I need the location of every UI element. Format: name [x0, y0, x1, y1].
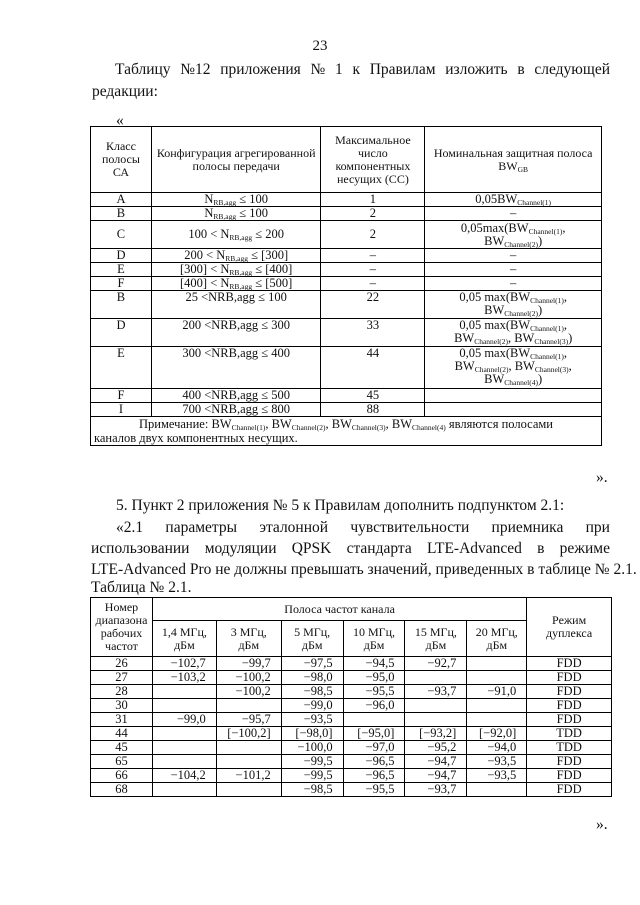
table-row: [91, 319, 602, 347]
cell-max-cc: –: [321, 249, 425, 263]
cell-sensitivity: −96,5: [343, 755, 405, 769]
cell-duplex: FDD: [527, 657, 612, 671]
table-row: [91, 769, 612, 783]
note-line-1: Примечание: $BW_{Channel(1)}$, $BW_{Channel(2)}$, $BW_{Channel(3)}$, $BW_{Channel(4)}$ являются полосами: [138, 417, 553, 432]
cell-sensitivity: −99,5: [281, 755, 343, 769]
item-2-1-word: в: [537, 540, 545, 557]
cell-config: 700 <NRB,agg ≤ 800: [151, 403, 321, 417]
cell-guard-band: $0,05BW_{Channel(1)}$: [425, 193, 602, 207]
cell-config: $200 < N_{RB,agg} \le [300]$: [151, 249, 321, 263]
cell-duplex: TDD: [527, 727, 612, 741]
intro-word: №: [310, 61, 326, 78]
cell-sensitivity: [467, 713, 527, 727]
cell-sensitivity: [152, 685, 216, 699]
open-quote: «: [116, 112, 124, 129]
intro-word: 1: [335, 61, 343, 78]
intro-word: №12: [180, 61, 211, 78]
cell-duplex: FDD: [527, 769, 612, 783]
cell-max-cc: 33: [321, 319, 425, 347]
table-row: [91, 389, 602, 403]
cell-class: C: [91, 221, 152, 249]
cell-class: D: [91, 319, 152, 347]
cell-max-cc: –: [321, 277, 425, 291]
cell-sensitivity: [405, 699, 467, 713]
cell-sensitivity: −95,2: [405, 741, 467, 755]
cell-duplex: FDD: [527, 783, 612, 797]
cell-sensitivity: [−100,2]: [216, 727, 281, 741]
cell-sensitivity: [152, 755, 216, 769]
cell-sensitivity: −93,7: [405, 685, 467, 699]
cell-band: 65: [91, 755, 153, 769]
table-row: [91, 699, 612, 713]
table-row: [91, 291, 602, 319]
cell-sensitivity: [467, 699, 527, 713]
table-2-1-caption: Таблица № 2.1.: [91, 579, 192, 596]
cell-config: $[400] < N_{RB,agg} \le [500]$: [151, 277, 321, 291]
header-bandwidth: 15 МГц, дБм: [405, 621, 467, 657]
item-2-1-word: LTE-Advanced: [426, 540, 522, 557]
cell-config: $100 < N_{RB,agg} \le 200$: [151, 221, 321, 249]
cell-sensitivity: [216, 699, 281, 713]
cell-sensitivity: −93,7: [405, 783, 467, 797]
cell-sensitivity: −97,0: [343, 741, 405, 755]
cell-class: E: [91, 347, 152, 389]
close-quote-2: ».: [596, 816, 608, 833]
cell-guard-band: –: [425, 207, 602, 221]
item-2-1-word: QPSK: [291, 540, 332, 557]
item-2-1-line-1: [116, 518, 610, 538]
cell-config: $N_{RB,agg} \le 100$: [151, 207, 321, 221]
cell-guard-band: –: [425, 263, 602, 277]
intro-line-2: редакции:: [92, 83, 158, 100]
table-row: [91, 207, 602, 221]
header-bandwidth: 1,4 МГц, дБм: [152, 621, 216, 657]
table-row: [91, 783, 612, 797]
close-quote-1: ».: [596, 469, 608, 486]
cell-sensitivity: −99,0: [281, 699, 343, 713]
header-class: Класс полосы СА: [91, 127, 152, 193]
item-2-1-word: модуляции: [204, 540, 277, 557]
cell-sensitivity: −99,7: [216, 657, 281, 671]
page-number: 23: [312, 38, 328, 54]
cell-duplex: FDD: [527, 755, 612, 769]
table-row: [91, 263, 602, 277]
cell-sensitivity: −94,7: [405, 769, 467, 783]
cell-sensitivity: −94,5: [343, 657, 405, 671]
cell-config: 200 <NRB,agg ≤ 300: [151, 319, 321, 347]
table-row: [91, 713, 612, 727]
cell-sensitivity: −101,2: [216, 769, 281, 783]
cell-band: 26: [91, 657, 153, 671]
cell-duplex: TDD: [527, 741, 612, 755]
table-row: [91, 221, 602, 249]
header-config: Конфигурация агрегированной полосы передачи: [151, 127, 321, 193]
table-row: [91, 741, 612, 755]
table-row: [91, 249, 602, 263]
intro-word: изложить: [445, 61, 508, 78]
cell-max-cc: 45: [321, 389, 425, 403]
cell-sensitivity: [−93,2]: [405, 727, 467, 741]
intro-word: Таблицу: [115, 61, 171, 78]
cell-duplex: FDD: [527, 713, 612, 727]
cell-guard-band: 0,05 $\max(BW_{Channel(1)}$, $BW_{Channel(2)}$, $BW_{Channel(3)}$, $BW_{Channel(4)}$): [425, 347, 602, 389]
cell-sensitivity: [216, 741, 281, 755]
item-2-1-word: при: [585, 519, 610, 536]
cell-guard-band: 0,05 $\max(BW_{Channel(1)}$, $BW_{Channel(2)}$, $BW_{Channel(3)}$): [425, 319, 602, 347]
cell-max-cc: 2: [321, 221, 425, 249]
cell-sensitivity: [−92,0]: [467, 727, 527, 741]
intro-word: в: [517, 61, 525, 78]
table-note: [91, 417, 602, 446]
cell-duplex: FDD: [527, 671, 612, 685]
cell-sensitivity: −95,7: [216, 713, 281, 727]
cell-sensitivity: [343, 713, 405, 727]
intro-word: приложения: [220, 61, 301, 78]
cell-max-cc: 2: [321, 207, 425, 221]
cell-sensitivity: −102,7: [152, 657, 216, 671]
cell-band: 68: [91, 783, 153, 797]
table-row: [91, 657, 612, 671]
table-note-row: [91, 417, 602, 446]
cell-duplex: FDD: [527, 699, 612, 713]
cell-guard-band: [425, 403, 602, 417]
cell-class: D: [91, 249, 152, 263]
cell-sensitivity: [467, 657, 527, 671]
cell-guard-band: –: [425, 249, 602, 263]
cell-max-cc: 44: [321, 347, 425, 389]
item-2-1-word: стандарта: [346, 540, 412, 557]
header-bandwidth: 5 МГц, дБм: [281, 621, 343, 657]
table-row: [91, 727, 612, 741]
table-row: [91, 755, 612, 769]
intro-word: следующей: [534, 61, 610, 78]
cell-sensitivity: −93,5: [467, 769, 527, 783]
item-5: 5. Пункт 2 приложения № 5 к Правилам дополнить подпунктом 2.1:: [116, 497, 565, 514]
cell-class: F: [91, 277, 152, 291]
table-row: [91, 193, 602, 207]
item-2-1-word: «2.1: [116, 519, 144, 536]
cell-sensitivity: −98,0: [281, 671, 343, 685]
cell-sensitivity: [405, 713, 467, 727]
table-row: [91, 403, 602, 417]
cell-class: F: [91, 389, 152, 403]
cell-sensitivity: −100,0: [281, 741, 343, 755]
cell-config: 400 <NRB,agg ≤ 500: [151, 389, 321, 403]
cell-sensitivity: −99,5: [281, 769, 343, 783]
cell-max-cc: 88: [321, 403, 425, 417]
cell-config: $N_{RB,agg} \le 100$: [151, 193, 321, 207]
item-2-1-word: использовании: [91, 540, 190, 557]
intro-line-1: [115, 60, 610, 80]
cell-sensitivity: −98,5: [281, 685, 343, 699]
header-channel-bandwidth: Полоса частот канала: [152, 598, 526, 621]
table-ca-bandwidth-classes: [90, 126, 602, 446]
cell-sensitivity: [405, 671, 467, 685]
header-guard-band: Номинальная защитная полоса $BW_{GB}$: [425, 127, 602, 193]
item-2-1-line-3: LTE-Advanced Pro не должны превышать значений, приведенных в таблице № 2.1.: [91, 561, 637, 578]
header-bandwidth: 10 МГц, дБм: [343, 621, 405, 657]
table-sensitivity: [90, 597, 612, 797]
cell-sensitivity: [467, 671, 527, 685]
cell-guard-band: –: [425, 277, 602, 291]
item-2-1-word: эталонной: [259, 519, 329, 536]
cell-sensitivity: −97,5: [281, 657, 343, 671]
cell-band: 28: [91, 685, 153, 699]
table-row: [91, 685, 612, 699]
header-duplex: Режим дуплекса: [527, 598, 612, 657]
cell-sensitivity: [152, 699, 216, 713]
cell-max-cc: –: [321, 263, 425, 277]
cell-sensitivity: −98,5: [281, 783, 343, 797]
cell-band: 31: [91, 713, 153, 727]
cell-sensitivity: −96,5: [343, 769, 405, 783]
cell-sensitivity: [152, 727, 216, 741]
cell-sensitivity: −95,5: [343, 783, 405, 797]
cell-max-cc: 1: [321, 193, 425, 207]
cell-sensitivity: −94,0: [467, 741, 527, 755]
cell-sensitivity: −104,2: [152, 769, 216, 783]
cell-sensitivity: −103,2: [152, 671, 216, 685]
cell-class: I: [91, 403, 152, 417]
item-2-1-word: параметры: [165, 519, 238, 536]
cell-band: 66: [91, 769, 153, 783]
cell-band: 27: [91, 671, 153, 685]
cell-guard-band: [425, 389, 602, 403]
note-line-2: каналов двух компонентных несущих.: [94, 431, 298, 445]
item-2-1-word: чувствительности: [350, 519, 470, 536]
cell-guard-band: 0,05 $\max(BW_{Channel(1)}$, $BW_{Channel(2)}$): [425, 291, 602, 319]
cell-sensitivity: [467, 783, 527, 797]
cell-guard-band: $0,05\max(BW_{Channel(1)}$, $BW_{Channel(2)}$): [425, 221, 602, 249]
cell-sensitivity: −93,5: [467, 755, 527, 769]
cell-sensitivity: [−98,0]: [281, 727, 343, 741]
cell-class: B: [91, 291, 152, 319]
table-row: [91, 671, 612, 685]
intro-word: к: [352, 61, 360, 78]
item-2-1-line-2: [91, 539, 610, 559]
intro-word: Правилам: [369, 61, 436, 78]
cell-sensitivity: −93,5: [281, 713, 343, 727]
cell-sensitivity: −96,0: [343, 699, 405, 713]
cell-band: 44: [91, 727, 153, 741]
cell-class: B: [91, 207, 152, 221]
cell-sensitivity: −91,0: [467, 685, 527, 699]
header-max-cc: Максимальное число компонентных несущих (СС): [321, 127, 425, 193]
table-row: [91, 277, 602, 291]
cell-config: 25 <NRB,agg ≤ 100: [151, 291, 321, 319]
cell-sensitivity: [152, 783, 216, 797]
cell-config: 300 <NRB,agg ≤ 400: [151, 347, 321, 389]
cell-sensitivity: −94,7: [405, 755, 467, 769]
cell-class: E: [91, 263, 152, 277]
cell-sensitivity: −95,0: [343, 671, 405, 685]
cell-duplex: FDD: [527, 685, 612, 699]
cell-sensitivity: −100,2: [216, 685, 281, 699]
cell-sensitivity: −95,5: [343, 685, 405, 699]
item-2-1-word: приемника: [491, 519, 564, 536]
table-row: [91, 347, 602, 389]
cell-max-cc: 22: [321, 291, 425, 319]
header-band: Номер диапазона рабочих частот: [91, 598, 153, 657]
item-2-1-word: режиме: [559, 540, 610, 557]
cell-sensitivity: [216, 755, 281, 769]
header-bandwidth: 3 МГц, дБм: [216, 621, 281, 657]
cell-band: 45: [91, 741, 153, 755]
header-bandwidth: 20 МГц, дБм: [467, 621, 527, 657]
cell-band: 30: [91, 699, 153, 713]
cell-sensitivity: [216, 783, 281, 797]
cell-sensitivity: −92,7: [405, 657, 467, 671]
cell-class: A: [91, 193, 152, 207]
cell-sensitivity: [152, 741, 216, 755]
cell-sensitivity: [−95,0]: [343, 727, 405, 741]
cell-sensitivity: −100,2: [216, 671, 281, 685]
cell-sensitivity: −99,0: [152, 713, 216, 727]
cell-config: $[300] < N_{RB,agg} \le [400]$: [151, 263, 321, 277]
